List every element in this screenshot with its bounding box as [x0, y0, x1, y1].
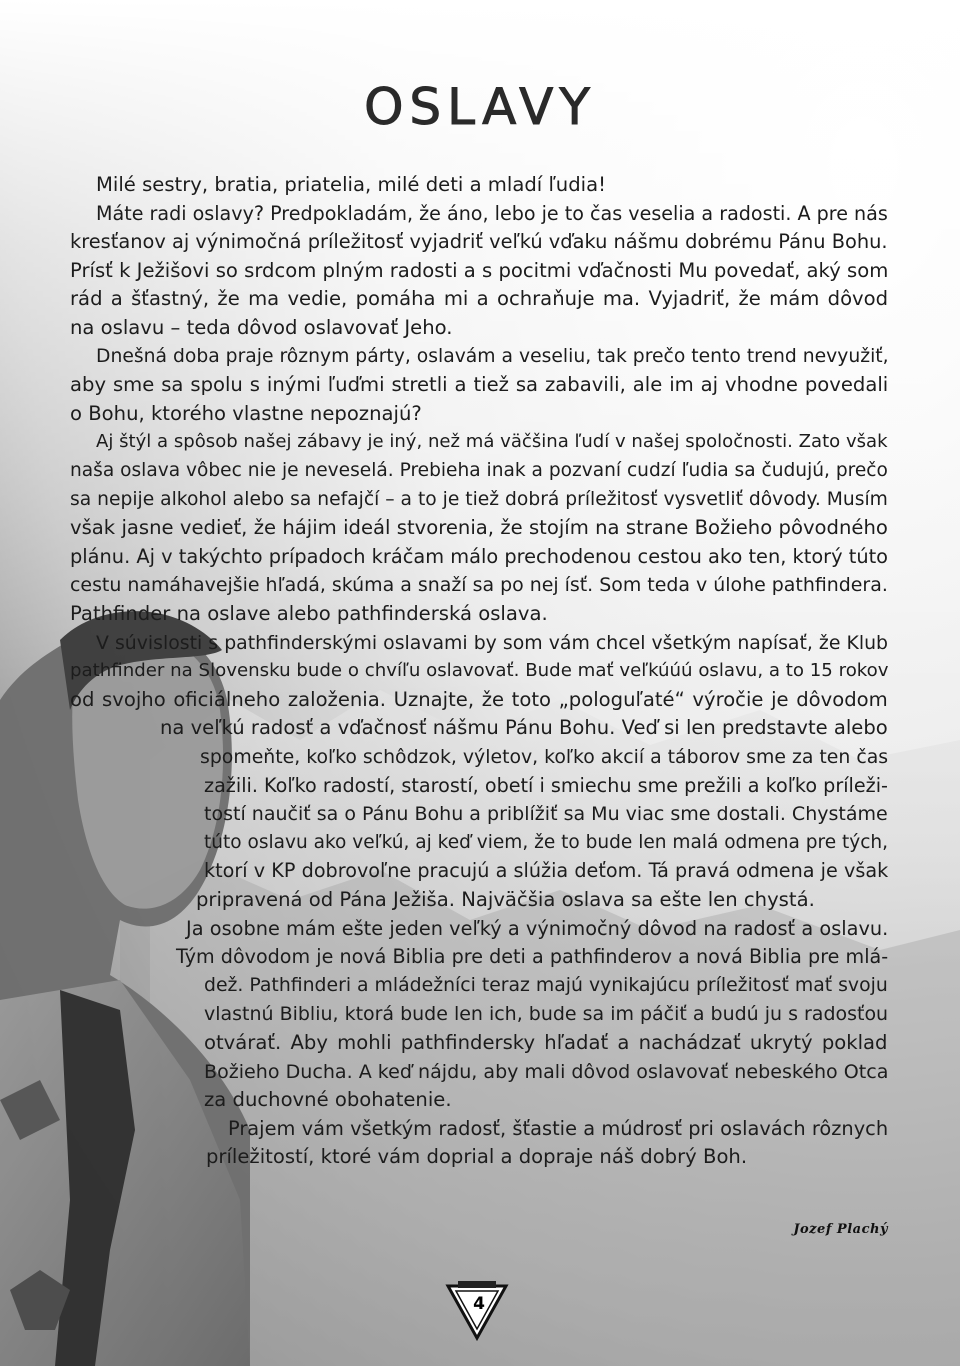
text-line: Aj štýl a spôsob našej zábavy je iný, než má väčšina ľudí v našej spoločnosti. Zato však [96, 431, 888, 453]
text-line: Tým dôvodom je nová Biblia pre deti a pathfinderov a nová Biblia pre mlá- [176, 945, 889, 969]
text-line: Božieho Ducha. A keď nájdu, aby mali dôvod oslavovať nebeského Otca [204, 1060, 889, 1083]
text-line: dež. Pathfinderi a mládežníci teraz majú vynikajúcu príležitosť mať svoju [204, 974, 888, 996]
text-line: túto oslavu ako veľkú, aj keď viem, že to bude len malá odmena pre tých, [204, 831, 889, 853]
page-number: 4 [473, 1294, 485, 1314]
text-line: tostí naučiť sa o Pánu Bohu a priblížiť sa Mu viac sme dostali. Chystáme [204, 803, 888, 826]
text-line: otvárať. Aby mohli pathfindersky hľadať a nachádzať ukrytý poklad [204, 1031, 888, 1054]
text-line: Dnešná doba praje rôznym párty, oslavám a veseliu, tak prečo tento trend nevyužiť, [96, 345, 889, 367]
text-line: Máte radi oslavy? Predpokladám, že áno, lebo je to čas veselia a radosti. A pre nás [96, 201, 888, 225]
text-line: V súvislosti s pathfinderskými oslavami by som vám chcel všetkým napísať, že Klub [96, 631, 889, 654]
text-line: pripravená od Pána Ježiša. Najväčšia oslava sa ešte len chystá. [196, 888, 815, 911]
text-line: na veľkú radosť a vďačnosť nášmu Pánu Bohu. Veď si len predstavte alebo [160, 716, 888, 740]
text-line: na oslavu – teda dôvod oslavovať Jeho. [70, 316, 453, 339]
text-line: naša oslava vôbec nie je neveselá. Prebieha inak a pozvaní cudzí ľudia sa čudujú, prečo [70, 460, 888, 481]
text-line: za duchovné obohatenie. [204, 1088, 452, 1112]
text-line: plánu. Aj v takýchto prípadoch kráčam málo prechodenou cestou ako ten, ktorý túto [70, 544, 889, 568]
text-line: rád a šťastný, že ma vedie, pomáha mi a ochraňuje ma. Vyjadriť, že mám dôvod [70, 287, 889, 311]
page-title: OSLAVY [364, 78, 596, 136]
text-line: sa nepije alkohol alebo sa nefajčí – a to je tiež dobrá príležitosť vysvetliť dôvody. Musím [70, 488, 888, 510]
text-line: aby sme sa spolu s inými ľuďmi stretli a tiež sa zabavili, ale im aj vhodne povedali [70, 373, 889, 397]
text-line: ktorí v KP dobrovoľne pracujú a slúžia deťom. Tá pravá odmena je však [204, 859, 889, 883]
text-line: od svojho oficiálneho založenia. Uznajte, že toto „pologuľaté“ výročie je dôvodom [70, 687, 888, 711]
text-line: pathfinder na Slovensku bude o chvíľu oslavovať. Bude mať veľkúúú oslavu, a to 15 rokov [70, 660, 889, 682]
author-signature: Jozef Plachý [793, 1222, 888, 1237]
text-line: vlastnú Bibliu, ktorá bude len ich, bude sa im páčiť a budú ju s radosťou [204, 1003, 889, 1026]
text-line: Ja osobne mám ešte jeden veľký a výnimočný dôvod na radosť a oslavu. [186, 916, 889, 940]
text-line: kresťanov aj výnimočná príležitosť vyjadriť veľkú vďaku nášmu dobrému Pánu Bohu. [70, 230, 888, 254]
text-line: však jasne vedieť, že hájim ideál stvorenia, že stojím na strane Božieho pôvodného [70, 516, 888, 540]
text-line: Prajem vám všetkým radosť, šťastie a múdrosť pri oslavách rôznych [228, 1116, 889, 1140]
text-line: cestu namáhavejšie hľadá, skúma a snaží sa po nej ísť. Som teda v úlohe pathfindera. [70, 574, 888, 597]
text-line: zažili. Koľko radostí, starostí, obetí i smiechu sme prežili a koľko príleži- [204, 773, 888, 797]
text-line: príležitostí, ktoré vám doprial a dopraje náš dobrý Boh. [206, 1145, 748, 1169]
text-line: spomeňte, koľko schôdzok, výletov, koľko akcií a táborov sme za ten čas [200, 746, 889, 768]
text-line: Milé sestry, bratia, priatelia, milé deti a mladí ľudia! [96, 173, 606, 196]
text-line: o Bohu, ktorého vlastne nepoznajú? [70, 401, 422, 425]
text-line: Pathfinder na oslave alebo pathfinderská oslava. [70, 602, 548, 625]
text-line: Prísť k Ježišovi so srdcom plným radosti a s pocitmi vďačnosti Mu povedať, aký som [70, 258, 889, 282]
